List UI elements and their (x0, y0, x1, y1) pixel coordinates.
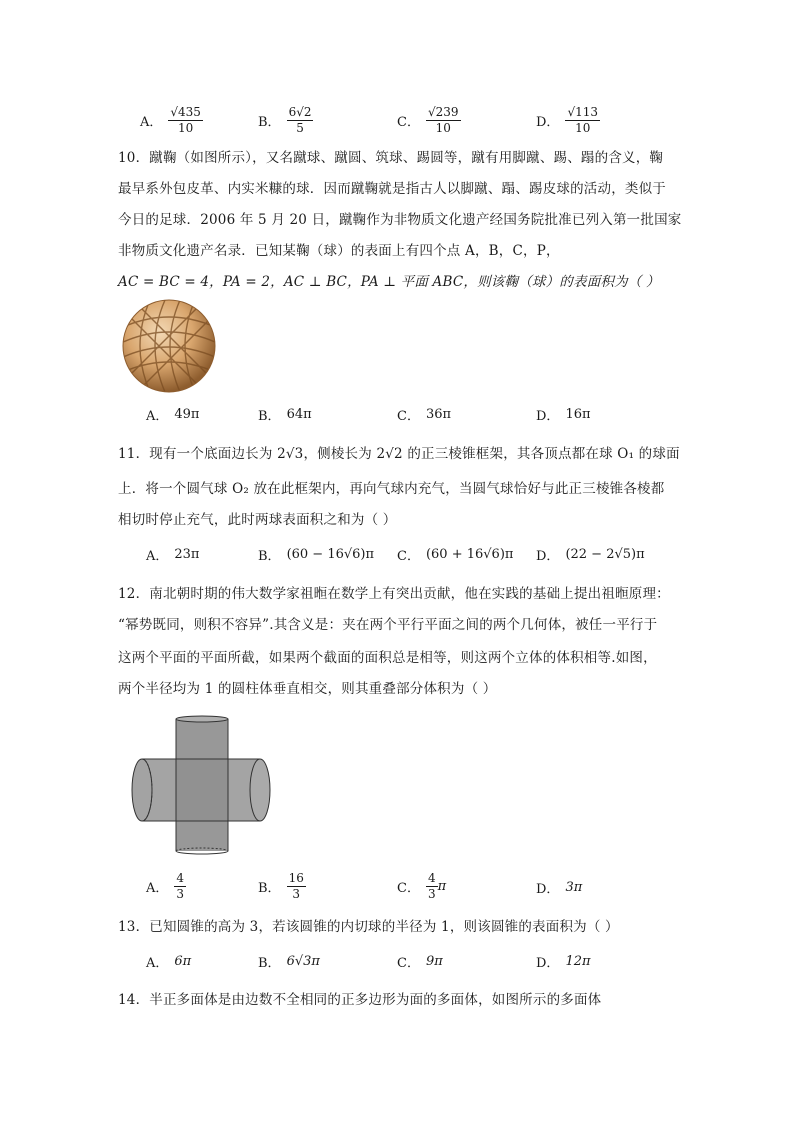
horizontal-cylinder-right-end (250, 759, 270, 821)
q12-line-2: “幂势既同，则积不容异”.其含义是：夹在两个平行平面之间的两个几何体，被任一平行于 (118, 617, 658, 633)
option-label: C． (397, 409, 420, 424)
option-label: D． (536, 409, 560, 424)
q10-line-2: 最早系外包皮革、内实米糠的球．因而蹴鞠就是指古人以脚蹴、蹋、踢皮球的活动，类似于 (118, 181, 666, 197)
option-value: (60 − 16√6)π (286, 547, 375, 562)
q12-option-c[interactable] (397, 872, 446, 900)
option-label: B． (258, 880, 281, 896)
option-value: (22 − 2√5)π (565, 547, 645, 562)
q10-line-5: AC = BC = 4，PA = 2，AC ⊥ BC，PA ⊥ 平面 ABC，则该鞠（球）的表面积为（ ） (118, 274, 660, 290)
q10-line-4: 非物质文化遗产名录．已知某鞠（球）的表面上有四个点 A，B，C，P， (118, 243, 560, 259)
q14-line-1: 14．半正多面体是由边数不全相同的正多边形为面的多面体，如图所示的多面体 (118, 992, 602, 1008)
option-label: A． (146, 549, 169, 564)
q9-option-a[interactable] (140, 106, 203, 134)
q10-option-d[interactable] (536, 405, 591, 424)
option-label: B． (258, 549, 281, 564)
vertical-cylinder-bottom-edge (176, 851, 228, 854)
fraction: $\frac{√113}{10}$ (567, 105, 598, 135)
q10-line-1: 10．蹴鞠（如图所示），又名蹴球、蹴圆、筑球、踢圆等，蹴有用脚蹴、踢、蹋的含义，鞠 (118, 150, 664, 166)
q10-option-c[interactable] (397, 405, 451, 424)
q13-option-d[interactable] (536, 952, 591, 971)
vertical-cylinder-top-end (176, 716, 228, 722)
option-value: 49π (174, 407, 200, 422)
q11-option-d[interactable] (536, 545, 645, 564)
option-value: 9π (425, 954, 443, 969)
q11-line-1: 11．现有一个底面边长为 2√3，侧棱长为 2√2 的正三棱锥框架，其各顶点都在球 O₁ 的球面 (118, 446, 680, 462)
option-value: 6π (174, 954, 192, 969)
fraction: $\frac{4}{3}$ (176, 871, 185, 901)
option-label: A． (146, 956, 169, 971)
option-value: 23π (174, 547, 200, 562)
fraction: $\frac{16}{3}$ (288, 871, 304, 901)
option-label: C． (397, 956, 420, 971)
fraction: $\frac{√435}{10}$ (170, 105, 201, 135)
vertical-cylinder-body (176, 719, 228, 851)
option-label: A． (140, 114, 163, 130)
q11-option-a[interactable] (146, 545, 199, 564)
option-label: B． (258, 114, 281, 130)
fraction: $\frac{6√2}{5}$ (288, 105, 312, 135)
fraction: $\frac{4}{3}$ (427, 871, 436, 901)
option-label: C． (397, 549, 420, 564)
q9-option-d[interactable] (536, 106, 600, 134)
q11-line-2: 上．将一个圆气球 O₂ 放在此框架内，再向气球内充气，当圆气球恰好与此正三棱锥各棱都 (118, 481, 665, 497)
q9-option-c[interactable] (397, 106, 461, 134)
option-label: C． (397, 114, 420, 130)
option-label: B． (258, 956, 281, 971)
q10-option-b[interactable] (258, 405, 312, 424)
q12-line-4: 两个半径均为 1 的圆柱体垂直相交，则其重叠部分体积为（ ） (118, 681, 497, 697)
q12-option-a[interactable] (146, 872, 186, 900)
q10-line-3: 今日的足球．2006 年 5 月 20 日，蹴鞠作为非物质文化遗产经国务院批准已列入第一批国家 (118, 212, 682, 228)
option-label: B． (258, 409, 281, 424)
cylinders-diagram (128, 715, 278, 857)
option-label: D． (536, 882, 560, 897)
option-value: 6√3π (286, 954, 320, 969)
q12-line-3: 这两个平面的平面所截，如果两个截面的面积总是相等，则这两个立体的体积相等.如图， (118, 650, 657, 666)
q11-option-b[interactable] (258, 545, 374, 564)
q13-line-1: 13．已知圆锥的高为 3，若该圆锥的内切球的半径为 1，则该圆锥的表面积为（ ） (118, 919, 619, 935)
option-value: 64π (286, 407, 312, 422)
option-value: (60 + 16√6)π (425, 547, 514, 562)
q13-option-a[interactable] (146, 952, 191, 971)
q10-option-a[interactable] (146, 405, 199, 424)
option-value: 3π (565, 880, 583, 895)
pi-suffix: π (437, 878, 447, 894)
q13-option-b[interactable] (258, 952, 320, 971)
option-label: D． (536, 549, 560, 564)
option-label: A． (146, 880, 169, 896)
q12-line-1: 12．南北朝时期的伟大数学家祖暅在数学上有突出贡献，他在实践的基础上提出祖暅原理： (118, 586, 670, 602)
q13-option-c[interactable] (397, 952, 443, 971)
option-label: D． (536, 114, 560, 130)
cuju-ball-image (120, 297, 218, 395)
fraction: $\frac{√239}{10}$ (427, 105, 459, 135)
q11-line-3: 相切时停止充气，此时两球表面积之和为（ ） (118, 512, 397, 528)
option-label: C． (397, 880, 420, 896)
q11-option-c[interactable] (397, 545, 513, 564)
option-value: 36π (425, 407, 452, 422)
option-value: 16π (565, 407, 591, 422)
option-value: 12π (565, 954, 591, 969)
option-label: A． (146, 409, 169, 424)
q12-option-b[interactable] (258, 872, 306, 900)
option-label: D． (536, 956, 560, 971)
q9-option-b[interactable] (258, 106, 313, 134)
q12-option-d[interactable] (536, 878, 582, 897)
